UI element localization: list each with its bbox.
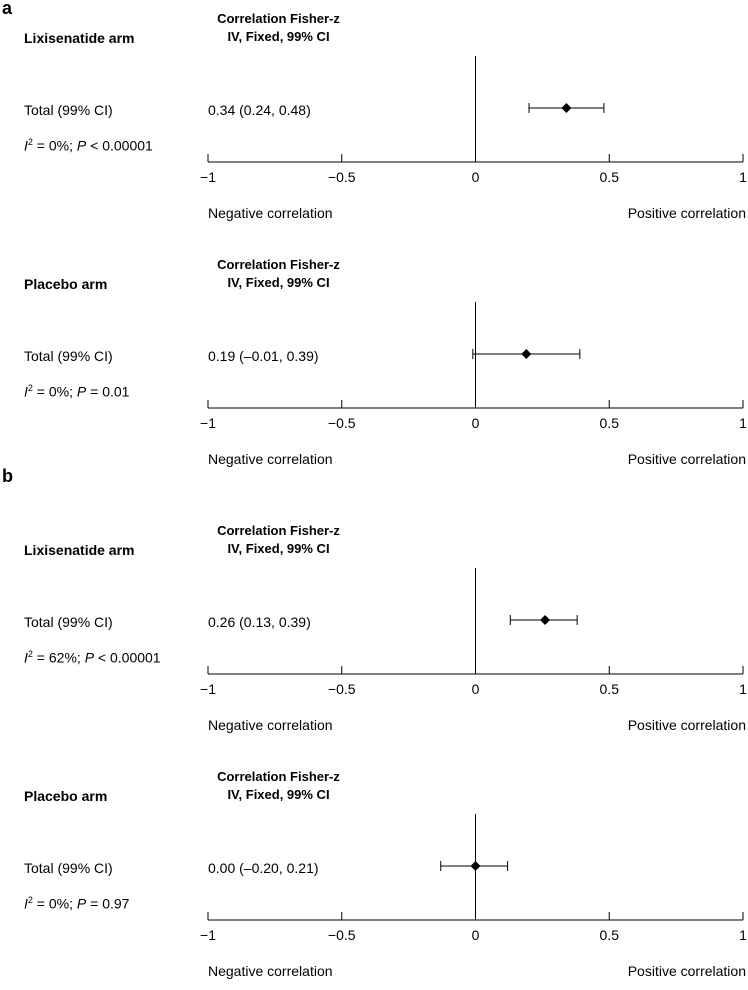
positive-correlation-label: Positive correlation xyxy=(627,451,746,467)
header-line-2: IV, Fixed, 99% CI xyxy=(227,541,330,556)
point-estimate-diamond xyxy=(521,349,531,359)
positive-correlation-label: Positive correlation xyxy=(627,963,746,979)
header-line-2: IV, Fixed, 99% CI xyxy=(227,275,330,290)
panel-letter-a: a xyxy=(2,0,13,18)
x-tick-label: −0.5 xyxy=(327,927,356,943)
positive-correlation-label: Positive correlation xyxy=(627,717,746,733)
x-tick-label: 0 xyxy=(471,415,480,431)
arm-label: Placebo arm xyxy=(24,788,108,804)
heterogeneity-stat: $I^2 = 0\%$; P = 0.97 xyxy=(24,895,130,912)
header-line-1: Correlation Fisher-z xyxy=(217,11,340,26)
i2-value: 0% xyxy=(48,137,70,154)
arm-label: Placebo arm xyxy=(24,276,108,292)
forest-panel-a-placebo xyxy=(0,252,748,478)
header-line-1: Correlation Fisher-z xyxy=(217,769,340,784)
i2-value: 0% xyxy=(48,895,70,912)
estimate-text: 0.26 (0.13, 0.39) xyxy=(208,614,311,630)
heterogeneity-stat: $I^2 = 62\%$; P < 0.00001 xyxy=(24,649,161,666)
x-tick-label: 0.5 xyxy=(599,415,619,431)
negative-correlation-label: Negative correlation xyxy=(208,717,333,733)
estimate-text: 0.34 (0.24, 0.48) xyxy=(208,102,311,118)
x-tick-label: 1 xyxy=(739,927,747,943)
x-tick-label: 1 xyxy=(739,415,747,431)
x-tick-label: 1 xyxy=(739,169,747,185)
x-tick-label: −0.5 xyxy=(327,415,356,431)
forest-panel-a-lixisenatide xyxy=(0,6,748,232)
p-value: < 0.00001 xyxy=(90,137,153,154)
row-label: Total (99% CI) xyxy=(24,102,113,118)
header-line-2: IV, Fixed, 99% CI xyxy=(227,29,330,44)
negative-correlation-label: Negative correlation xyxy=(208,205,333,221)
negative-correlation-label: Negative correlation xyxy=(208,451,333,467)
forest-panel-b-lixisenatide xyxy=(0,518,748,744)
panel-letter-b: b xyxy=(2,466,13,486)
x-tick-label: −0.5 xyxy=(327,681,356,697)
x-tick-label: 0 xyxy=(471,927,480,943)
row-label: Total (99% CI) xyxy=(24,614,113,630)
estimate-text: 0.00 (–0.20, 0.21) xyxy=(208,860,319,876)
forest-plot-svg xyxy=(0,6,748,232)
x-tick-label: −1 xyxy=(200,681,216,697)
point-estimate-diamond xyxy=(540,615,550,625)
row-label: Total (99% CI) xyxy=(24,860,113,876)
x-tick-label: −1 xyxy=(200,169,216,185)
x-tick-label: 0 xyxy=(471,169,480,185)
forest-plot-svg xyxy=(0,518,748,744)
x-tick-label: 0.5 xyxy=(599,681,619,697)
point-estimate-diamond xyxy=(561,103,571,113)
heterogeneity-stat: $I^2 = 0\%$; P < 0.00001 xyxy=(24,137,153,154)
heterogeneity-stat: $I^2 = 0\%$; P = 0.01 xyxy=(24,383,130,400)
x-tick-label: −1 xyxy=(200,927,216,943)
x-tick-label: 0.5 xyxy=(599,169,619,185)
header-line-2: IV, Fixed, 99% CI xyxy=(227,787,330,802)
negative-correlation-label: Negative correlation xyxy=(208,963,333,979)
p-value: < 0.00001 xyxy=(97,649,161,666)
x-tick-label: 0 xyxy=(471,681,480,697)
forest-plot-svg xyxy=(0,764,748,990)
arm-label: Lixisenatide arm xyxy=(24,30,135,46)
p-value: = 0.97 xyxy=(90,895,130,912)
positive-correlation-label: Positive correlation xyxy=(627,205,746,221)
forest-plot-svg xyxy=(0,252,748,478)
estimate-text: 0.19 (–0.01, 0.39) xyxy=(208,348,319,364)
x-tick-label: 0.5 xyxy=(599,927,619,943)
x-tick-label: −0.5 xyxy=(327,169,356,185)
i2-value: 0% xyxy=(48,383,70,400)
arm-label: Lixisenatide arm xyxy=(24,542,135,558)
x-tick-label: 1 xyxy=(739,681,747,697)
point-estimate-diamond xyxy=(471,861,481,871)
row-label: Total (99% CI) xyxy=(24,348,113,364)
header-line-1: Correlation Fisher-z xyxy=(217,523,340,538)
header-line-1: Correlation Fisher-z xyxy=(217,257,340,272)
i2-value: 62% xyxy=(48,649,77,666)
forest-panel-b-placebo xyxy=(0,764,748,990)
p-value: = 0.01 xyxy=(90,383,130,400)
x-tick-label: −1 xyxy=(200,415,216,431)
